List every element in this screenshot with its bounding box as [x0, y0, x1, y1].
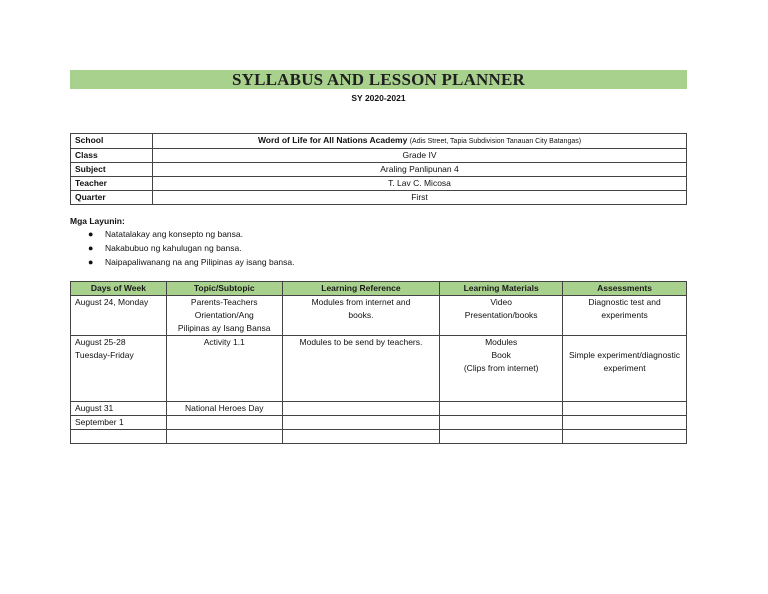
- cell-assessment: Simple experiment/diagnostic experiment: [563, 336, 687, 402]
- cell-reference: Modules to be send by teachers.: [282, 336, 440, 402]
- cell-day: [71, 430, 167, 444]
- cell-topic: Parents-Teachers Orientation/Ang Pilipinas ay Isang Bansa: [166, 296, 282, 336]
- list-item: [70, 255, 295, 269]
- bullet-icon: ●: [88, 243, 94, 253]
- cell-assessment: [563, 416, 687, 430]
- objective-text: Naipapaliwanang na ang Pilipinas ay isang bansa.: [105, 257, 295, 267]
- cell-materials: [440, 416, 563, 430]
- info-row-teacher: [71, 177, 687, 191]
- lesson-plan-table: [70, 281, 687, 444]
- school-address: (Adis Street, Tapia Subdivision Tanauan City Batangas): [409, 138, 582, 145]
- cell-day: August 31: [71, 402, 167, 416]
- document-title: SYLLABUS AND LESSON PLANNER: [70, 70, 687, 89]
- quarter-value: First: [153, 191, 687, 205]
- cell-reference: [282, 416, 440, 430]
- cell-assessment: [563, 430, 687, 444]
- header-topic: Topic/Subtopic: [166, 282, 282, 296]
- subject-label: Subject: [71, 163, 153, 177]
- header-days: Days of Week: [71, 282, 167, 296]
- school-label: School: [71, 134, 153, 149]
- school-value: [153, 134, 687, 149]
- school-info-table: [70, 133, 687, 205]
- teacher-value: T. Lav C. Micosa: [153, 177, 687, 191]
- cell-reference: Modules from internet and books.: [282, 296, 440, 336]
- table-row: [71, 296, 687, 336]
- info-row-quarter: [71, 191, 687, 205]
- info-row-class: [71, 149, 687, 163]
- objective-text: Natatalakay ang konsepto ng bansa.: [105, 229, 243, 239]
- cell-topic: [166, 430, 282, 444]
- table-row: [71, 430, 687, 444]
- list-item: [70, 241, 295, 255]
- cell-assessment: Diagnostic test and experiments: [563, 296, 687, 336]
- info-row-school: [71, 134, 687, 149]
- header-reference: Learning Reference: [282, 282, 440, 296]
- header-assessments: Assessments: [563, 282, 687, 296]
- school-name: Word of Life for All Nations Academy: [257, 135, 408, 145]
- table-header-row: [71, 282, 687, 296]
- quarter-label: Quarter: [71, 191, 153, 205]
- school-year: SY 2020-2021: [351, 93, 406, 103]
- objective-text: Nakabubuo ng kahulugan ng bansa.: [105, 243, 242, 253]
- cell-reference: [282, 402, 440, 416]
- cell-day: September 1: [71, 416, 167, 430]
- cell-reference: [282, 430, 440, 444]
- cell-materials: Modules Book (Clips from internet): [440, 336, 563, 402]
- cell-assessment: [563, 402, 687, 416]
- cell-materials: [440, 402, 563, 416]
- table-row: [71, 416, 687, 430]
- class-label: Class: [71, 149, 153, 163]
- cell-topic: Activity 1.1: [166, 336, 282, 402]
- bullet-icon: ●: [88, 229, 94, 239]
- cell-materials: [440, 430, 563, 444]
- info-row-subject: [71, 163, 687, 177]
- bullet-icon: ●: [88, 257, 94, 267]
- list-item: [70, 227, 295, 241]
- cell-day: August 24, Monday: [71, 296, 167, 336]
- objectives-heading: Mga Layunin:: [70, 216, 125, 226]
- table-row: [71, 336, 687, 402]
- teacher-label: Teacher: [71, 177, 153, 191]
- cell-topic: National Heroes Day: [166, 402, 282, 416]
- table-row: [71, 402, 687, 416]
- subject-value: Araling Panlipunan 4: [153, 163, 687, 177]
- cell-day: August 25-28 Tuesday-Friday: [71, 336, 167, 402]
- header-materials: Learning Materials: [440, 282, 563, 296]
- cell-materials: Video Presentation/books: [440, 296, 563, 336]
- class-value: Grade IV: [153, 149, 687, 163]
- objectives-list: [70, 227, 295, 269]
- cell-topic: [166, 416, 282, 430]
